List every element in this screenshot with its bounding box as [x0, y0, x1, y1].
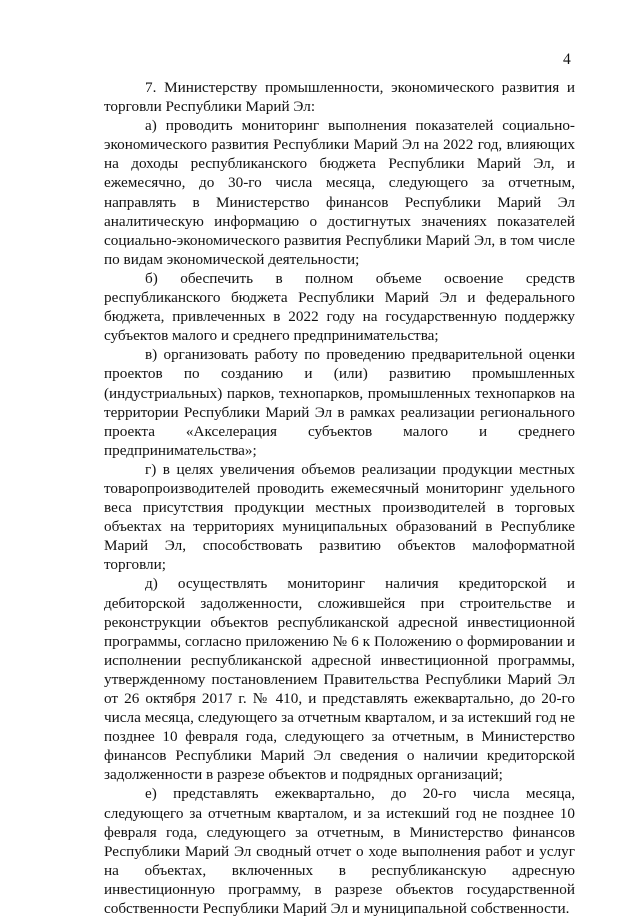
paragraph-subitem-v: в) организовать работу по проведению предварительной оценки проектов по созданию и (или) развитию промышленных (индустриальных) парков, технопарков, промышленных технопарков на территории Республики Марий Эл в рамках реализации регионального проекта «Акселерация субъектов малого и среднего предпринимательства»; [104, 346, 575, 459]
page-number: 4 [563, 51, 571, 68]
document-body [104, 78, 575, 918]
paragraph-subitem-b: б) обеспечить в полном объеме освоение средств республиканского бюджета Республики Марий Эл и федерального бюджета, привлеченных в 2022 году на государственную поддержку субъектов малого и среднего предпринимательства; [104, 269, 575, 345]
paragraph-subitem-g: г) в целях увеличения объемов реализации продукции местных товаропроизводителей проводить ежемесячный мониторинг удельного веса присутствия продукции местных производителей в торговых объектах на территориях муниципальных образований в Республике Марий Эл, способствовать развитию объектов малоформатной торговли; [104, 460, 575, 574]
paragraph-item-7: 7. Министерству промышленности, экономического развития и торговли Республики Марий Эл: [104, 79, 575, 116]
paragraph-subitem-a: а) проводить мониторинг выполнения показателей социально-экономического развития Республики Марий Эл на 2022 год, влияющих на доходы республиканского бюджета Республики Марий Эл, и ежемесячно, до 30-го числа месяца, следующего за отчетным, направлять в Министерство финансов Республики Марий Эл аналитическую информацию о достигнутых значениях показателей социально-экономического развития Республики Марий Эл, в том числе по видам экономической деятельности; [104, 117, 575, 268]
paragraph-subitem-d: д) осуществлять мониторинг наличия кредиторской и дебиторской задолженности, сложившейся при строительстве и реконструкции объектов республиканской адресной инвестиционной программы, согласно приложению № 6 к Положению о формировании и исполнении республиканской адресной инвестиционной программы, утвержденному постановлением Правительства Республики Марий Эл от 26 октября 2017 г. № 410, и представлять ежеквартально, до 20-го числа месяца, следующего за отчетным кварталом, и за истекший год не позднее 10 февраля года, следующего за отчетным, в Министерство финансов Республики Марий Эл сведения о наличии кредиторской задолженности в разрезе объектов и подрядных организаций; [104, 575, 575, 784]
paragraph-subitem-e: е) представлять ежеквартально, до 20-го числа месяца, следующего за отчетным кварталом, и за истекший год не позднее 10 февраля года, следующего за отчетным, в Министерство финансов Республики Марий Эл сводный отчет о ходе выполнения работ и услуг на объектах, включенных в республиканскую адресную инвестиционную программу, в разрезе объектов государственной собственности Республики Марий Эл и муниципальной собственности. [104, 785, 575, 918]
